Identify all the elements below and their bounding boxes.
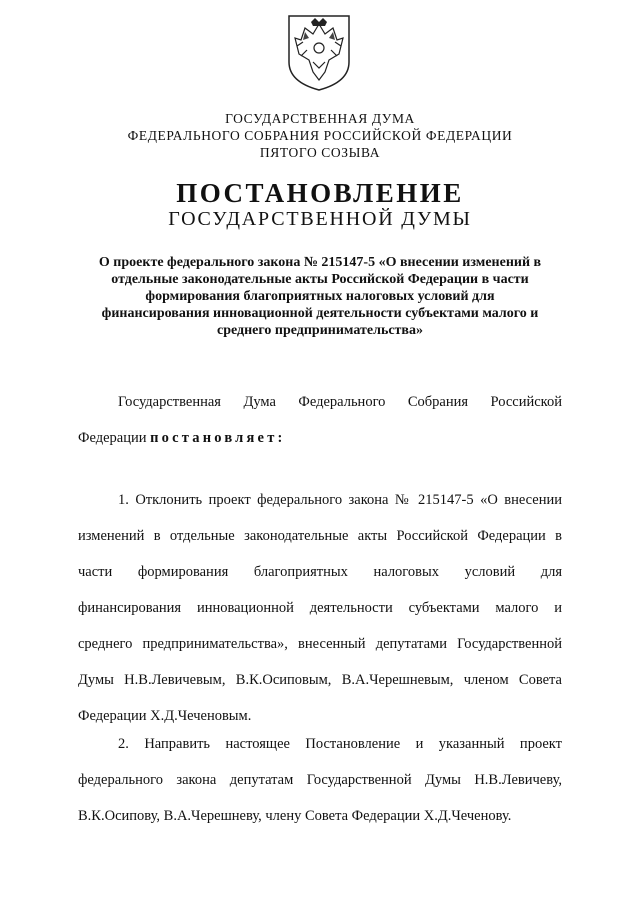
item1-line: изменений в отдельные законодательные акты Российской Федерации в <box>78 528 562 544</box>
subject-line: О проекте федерального закона № 215147-5 «О внесении изменений в <box>98 255 542 270</box>
state-emblem-icon <box>283 10 355 92</box>
resolution-item-2 <box>78 726 562 834</box>
item2-line: федерального закона депутатам Государственной Думы Н.В.Левичеву, <box>78 772 562 788</box>
item1-line: финансирования инновационной деятельности субъектами малого и <box>78 600 562 616</box>
resolution-item-1 <box>78 482 562 734</box>
header-line-3: ПЯТОГО СОЗЫВА <box>259 145 381 160</box>
item1-line: Федерации Х.Д.Чеченовым. <box>78 708 252 724</box>
preamble-start: Федерации <box>78 430 151 446</box>
document-issuer-title: ГОСУДАРСТВЕННОЙ ДУМЫ <box>168 208 472 230</box>
item1-line: Думы Н.В.Левичевым, В.К.Осиповым, В.А.Черешневым, членом Совета <box>78 672 562 688</box>
preamble-resolves: постановляет: <box>150 430 286 446</box>
subject-line: отдельные законодательные акты Российской Федерации в части <box>111 272 529 287</box>
preamble-paragraph <box>78 384 562 456</box>
document-subject <box>78 254 562 339</box>
item1-line: 1. Отклонить проект федерального закона № 215147-5 «О внесении <box>118 492 562 508</box>
preamble-line: Государственная Дума Федерального Собрания Российской <box>118 394 562 410</box>
preamble-line <box>78 420 562 456</box>
item1-line: части формирования благоприятных налоговых условий для <box>78 564 562 580</box>
item2-line: 2. Направить настоящее Постановление и указанный проект <box>118 736 562 752</box>
header-line-1: ГОСУДАРСТВЕННАЯ ДУМА <box>225 111 415 126</box>
subject-line: формирования благоприятных налоговых условий для <box>145 289 495 304</box>
subject-line: финансирования инновационной деятельности субъектами малого и <box>101 306 539 321</box>
issuing-body-header <box>0 110 640 161</box>
subject-line: среднего предпринимательства» <box>217 323 423 338</box>
header-line-2: ФЕДЕРАЛЬНОГО СОБРАНИЯ РОССИЙСКОЙ ФЕДЕРАЦИИ <box>127 128 513 143</box>
item1-line: среднего предпринимательства», внесенный депутатами Государственной <box>78 636 562 652</box>
item2-line: В.К.Осипову, В.А.Черешневу, члену Совета Федерации Х.Д.Чеченову. <box>78 808 512 824</box>
document-type-title: ПОСТАНОВЛЕНИЕ <box>176 178 464 208</box>
